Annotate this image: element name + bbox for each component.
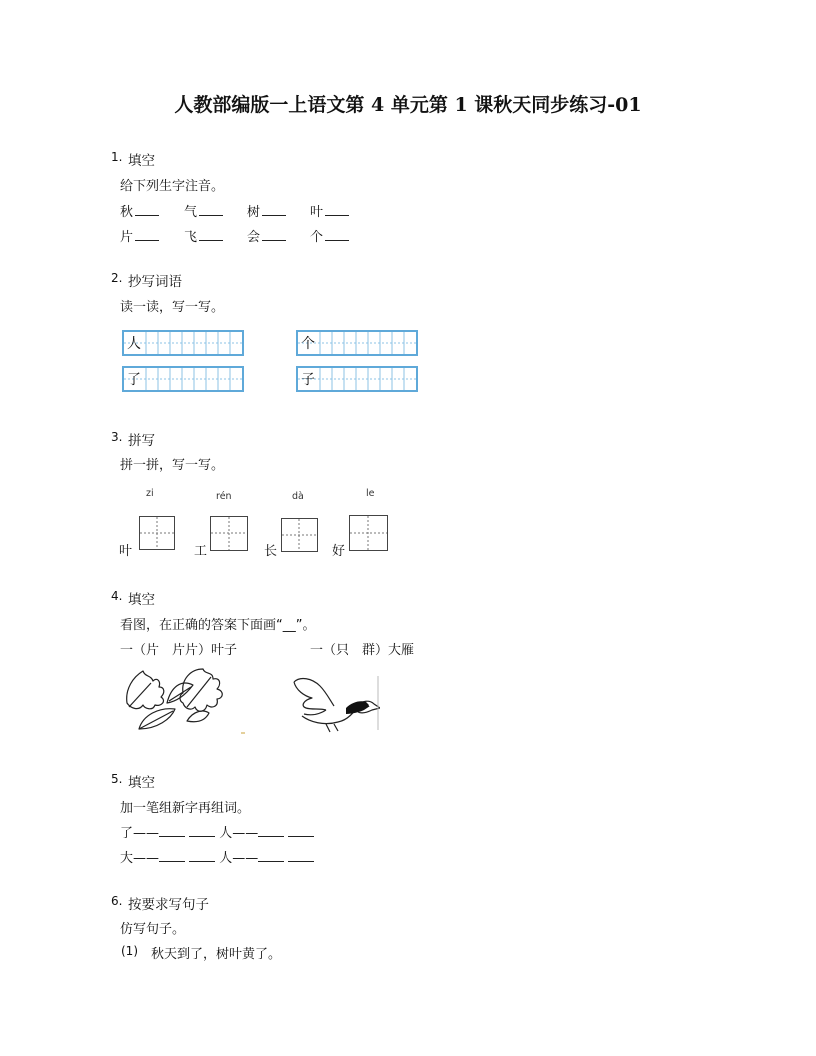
grid-char: 了 bbox=[127, 372, 141, 388]
q1-char: 片 bbox=[120, 230, 134, 245]
tianzi-guides bbox=[282, 519, 317, 551]
q1-char: 秋 bbox=[120, 205, 134, 220]
goose-illustration bbox=[290, 672, 380, 736]
answer-blank[interactable] bbox=[135, 228, 159, 241]
answer-blank[interactable] bbox=[189, 824, 215, 837]
q6-instruction: 仿写句子。 bbox=[120, 922, 186, 937]
tianzi-guides bbox=[350, 516, 387, 550]
q5-number: 5. bbox=[111, 772, 123, 786]
q1-item bbox=[310, 226, 349, 245]
q5-prompt: 人—— bbox=[219, 826, 259, 841]
q1-char: 飞 bbox=[184, 230, 198, 245]
grid-char: 人 bbox=[127, 336, 141, 352]
q3-number: 3. bbox=[111, 430, 123, 444]
page-title: 人教部编版一上语文第 4 单元第 1 课秋天同步练习-01 bbox=[174, 94, 642, 116]
q3-char: 长 bbox=[264, 544, 278, 559]
q5-prompt: 了—— bbox=[120, 826, 160, 841]
grid-lines bbox=[298, 368, 416, 390]
q1-item bbox=[247, 201, 286, 220]
pinyin-label: le bbox=[366, 488, 375, 499]
answer-blank[interactable] bbox=[262, 203, 286, 216]
answer-blank[interactable] bbox=[258, 849, 284, 862]
q6-heading: 按要求写句子 bbox=[128, 897, 209, 913]
q1-char: 叶 bbox=[310, 205, 324, 220]
q2-heading: 抄写词语 bbox=[128, 274, 182, 290]
leaves-illustration bbox=[121, 663, 251, 735]
grid-lines bbox=[124, 332, 242, 354]
q1-number: 1. bbox=[111, 150, 123, 164]
answer-blank[interactable] bbox=[159, 849, 185, 862]
q4-heading: 填空 bbox=[128, 592, 155, 608]
q4-option-leaves[interactable]: 一（片 片片）叶子 bbox=[120, 643, 238, 658]
writing-grid[interactable] bbox=[296, 366, 418, 392]
tianzi-box[interactable] bbox=[349, 515, 388, 551]
q1-item bbox=[120, 226, 159, 245]
q5-row bbox=[120, 822, 314, 841]
q3-char: 叶 bbox=[119, 544, 133, 559]
q5-prompt: 人—— bbox=[219, 851, 259, 866]
writing-grid[interactable] bbox=[122, 366, 244, 392]
q1-instruction: 给下列生字注音。 bbox=[120, 179, 225, 194]
answer-blank[interactable] bbox=[258, 824, 284, 837]
tianzi-guides bbox=[140, 517, 174, 549]
answer-blank[interactable] bbox=[262, 228, 286, 241]
grid-char: 个 bbox=[301, 336, 315, 352]
writing-grid[interactable] bbox=[122, 330, 244, 356]
q3-char: 好 bbox=[332, 544, 346, 559]
answer-blank[interactable] bbox=[135, 203, 159, 216]
q3-instruction: 拼一拼，写一写。 bbox=[120, 458, 225, 473]
q3-heading: 拼写 bbox=[128, 433, 155, 449]
q1-char: 个 bbox=[310, 230, 324, 245]
q4-instruction: 看图，在正确的答案下面画“__”。 bbox=[120, 618, 316, 633]
q1-item bbox=[184, 201, 223, 220]
q6-subnumber: (1) bbox=[121, 944, 138, 958]
answer-blank[interactable] bbox=[159, 824, 185, 837]
q1-heading: 填空 bbox=[128, 153, 155, 169]
q1-item bbox=[247, 226, 286, 245]
q1-char: 会 bbox=[247, 230, 261, 245]
answer-blank[interactable] bbox=[325, 228, 349, 241]
pinyin-label: rén bbox=[216, 491, 232, 502]
q4-number: 4. bbox=[111, 589, 123, 603]
q6-number: 6. bbox=[111, 894, 123, 908]
grid-lines bbox=[298, 332, 416, 354]
q4-option-geese[interactable]: 一（只 群）大雁 bbox=[310, 643, 415, 658]
tianzi-box[interactable] bbox=[210, 516, 248, 551]
q2-number: 2. bbox=[111, 271, 123, 285]
tianzi-box[interactable] bbox=[281, 518, 318, 552]
q1-char: 气 bbox=[184, 205, 198, 220]
tianzi-guides bbox=[211, 517, 247, 550]
answer-blank[interactable] bbox=[288, 849, 314, 862]
pinyin-label: dà bbox=[292, 491, 304, 502]
writing-grid[interactable] bbox=[296, 330, 418, 356]
answer-blank[interactable] bbox=[189, 849, 215, 862]
answer-blank[interactable] bbox=[199, 203, 223, 216]
q2-instruction: 读一读，写一写。 bbox=[120, 300, 225, 315]
grid-char: 子 bbox=[301, 372, 315, 388]
q5-instruction: 加一笔组新字再组词。 bbox=[120, 801, 251, 816]
tianzi-box[interactable] bbox=[139, 516, 175, 550]
answer-blank[interactable] bbox=[288, 824, 314, 837]
answer-blank[interactable] bbox=[325, 203, 349, 216]
q1-item bbox=[184, 226, 223, 245]
q5-prompt: 大—— bbox=[120, 851, 160, 866]
q6-subtext: 秋天到了，树叶黄了。 bbox=[151, 947, 282, 962]
answer-blank[interactable] bbox=[199, 228, 223, 241]
q1-item bbox=[310, 201, 349, 220]
q5-row bbox=[120, 847, 314, 866]
q1-item bbox=[120, 201, 159, 220]
q5-heading: 填空 bbox=[128, 775, 155, 791]
grid-lines bbox=[124, 368, 242, 390]
pinyin-label: zi bbox=[146, 488, 154, 499]
q3-char: 工 bbox=[194, 544, 208, 559]
q1-char: 树 bbox=[247, 205, 261, 220]
